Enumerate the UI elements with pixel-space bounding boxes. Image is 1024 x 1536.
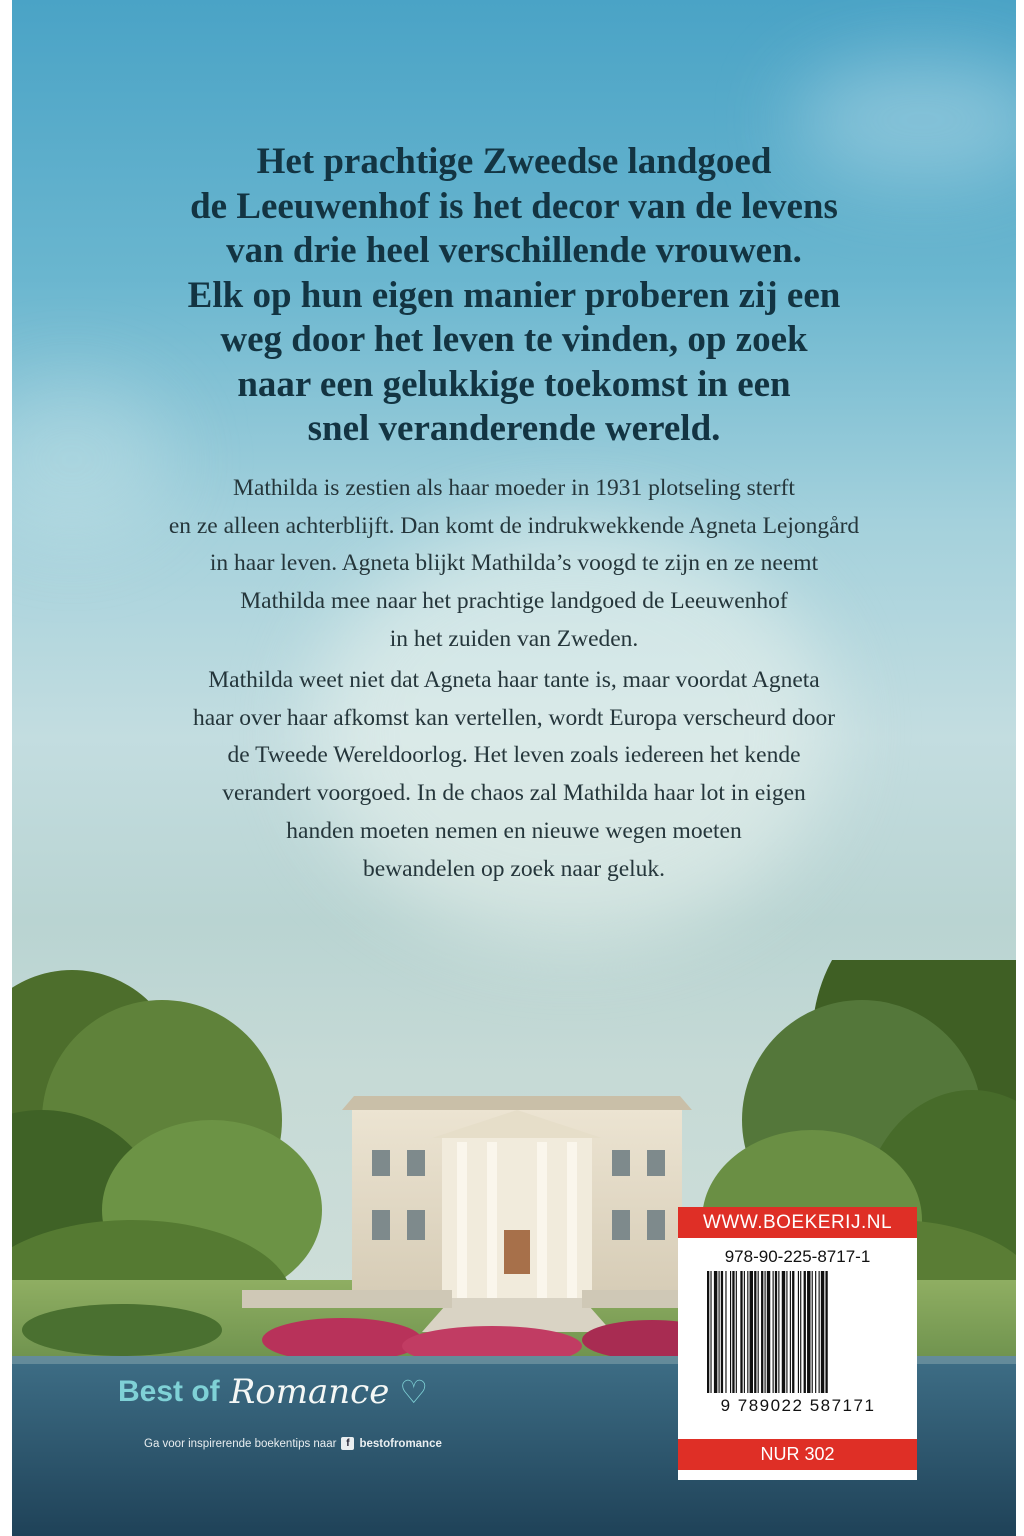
- synopsis-paragraph-1: [12, 470, 1016, 659]
- facebook-prefix-text: Ga voor inspirerende boekentips naar: [144, 1437, 337, 1450]
- barcode-bar: [719, 1271, 720, 1393]
- synopsis-line: bewandelen op zoek naar geluk.: [362, 855, 666, 882]
- barcode-panel: [678, 1207, 917, 1480]
- synopsis-paragraph-2: [12, 662, 1016, 888]
- synopsis-line: verandert voorgoed. In de chaos zal Mathilda haar lot in eigen: [222, 780, 806, 807]
- tagline-line: Elk op hun eigen manier proberen zij een: [187, 274, 841, 316]
- barcode-bar: [725, 1271, 726, 1393]
- synopsis-line: in het zuiden van Zweden.: [389, 625, 639, 652]
- heart-outline-icon: ♡: [399, 1374, 429, 1410]
- barcode-bar: [754, 1271, 756, 1393]
- barcode-bar: [730, 1271, 731, 1393]
- barcode-bar: [800, 1271, 801, 1393]
- barcode-bar: [819, 1271, 820, 1393]
- barcode-bar: [790, 1271, 791, 1393]
- tagline-line: van drie heel verschillende vrouwen.: [226, 230, 802, 271]
- barcode-bar: [804, 1271, 806, 1393]
- ean-number: 9 789022 587171: [720, 1396, 876, 1415]
- synopsis-line: Mathilda mee naar het prachtige landgoed de Leeuwenhof: [240, 588, 788, 615]
- barcode-bar: [714, 1271, 717, 1393]
- best-of-romance-logo: [118, 1372, 428, 1412]
- tagline-line: de Leeuwenhof is het decor van de levens: [190, 185, 838, 227]
- facebook-handle: bestofromance: [359, 1437, 442, 1450]
- barcode-bar: [773, 1271, 774, 1393]
- barcode-bar: [821, 1271, 824, 1393]
- barcode-bar: [765, 1271, 766, 1393]
- barcode-bar: [786, 1271, 787, 1393]
- barcode-bar: [750, 1271, 753, 1393]
- barcode-bar: [767, 1271, 770, 1393]
- barcode-bar: [778, 1271, 779, 1393]
- barcode-bar: [792, 1271, 794, 1393]
- barcode-bar: [758, 1271, 759, 1393]
- barcode-bars: [707, 1271, 894, 1393]
- synopsis-line: haar over haar afkomst kan vertellen, wordt Europa verscheurd door: [192, 704, 836, 731]
- synopsis-line: Mathilda weet niet dat Agneta haar tante is, maar voordat Agneta: [208, 667, 820, 693]
- nur-code: NUR 302: [678, 1439, 917, 1470]
- barcode-bar: [825, 1271, 827, 1393]
- barcode-bar: [732, 1271, 734, 1393]
- barcode-bar: [710, 1271, 711, 1393]
- barcode-bar: [782, 1271, 785, 1393]
- book-back-cover: [12, 0, 1016, 1536]
- synopsis-line: Mathilda is zestien als haar moeder in 1931 plotseling sterft: [233, 475, 795, 501]
- barcode-bar: [761, 1271, 763, 1393]
- barcode-bar: [812, 1271, 813, 1393]
- synopsis-line: en ze alleen achterblijft. Dan komt de indrukwekkende Agneta Lejongård: [168, 512, 860, 539]
- synopsis-line: handen moeten nemen en nieuwe wegen moeten: [286, 817, 742, 844]
- barcode-bar: [815, 1271, 816, 1393]
- barcode-bar: [807, 1271, 810, 1393]
- tagline-line: Het prachtige Zweedse landgoed: [256, 141, 772, 182]
- synopsis-line: in haar leven. Agneta blijkt Mathilda’s voogd te zijn en ze neemt: [209, 550, 819, 577]
- synopsis-line: de Tweede Wereldoorlog. Het leven zoals iedereen het kende: [227, 742, 801, 769]
- barcode-bar: [740, 1271, 742, 1393]
- logo-romance: Romance: [229, 1372, 390, 1412]
- publisher-url: WWW.BOEKERIJ.NL: [678, 1207, 917, 1238]
- facebook-icon: f: [341, 1437, 354, 1450]
- cover-tagline: [12, 140, 1016, 452]
- barcode-bar: [744, 1271, 745, 1393]
- tagline-line: weg door het leven te vinden, op zoek: [220, 319, 808, 360]
- barcode-bar: [798, 1271, 799, 1393]
- barcode-bar: [775, 1271, 777, 1393]
- barcode-bar: [707, 1271, 709, 1393]
- tagline-line: snel veranderende wereld.: [307, 408, 721, 449]
- barcode-bar: [747, 1271, 748, 1393]
- barcode-bar: [736, 1271, 737, 1393]
- barcode-bar: [721, 1271, 723, 1393]
- isbn-text: 978-90-225-8717-1: [724, 1247, 871, 1266]
- tagline-line: naar een gelukkige toekomst in een: [237, 363, 791, 405]
- logo-best-of: Best of: [118, 1375, 220, 1408]
- facebook-promo: [144, 1437, 442, 1450]
